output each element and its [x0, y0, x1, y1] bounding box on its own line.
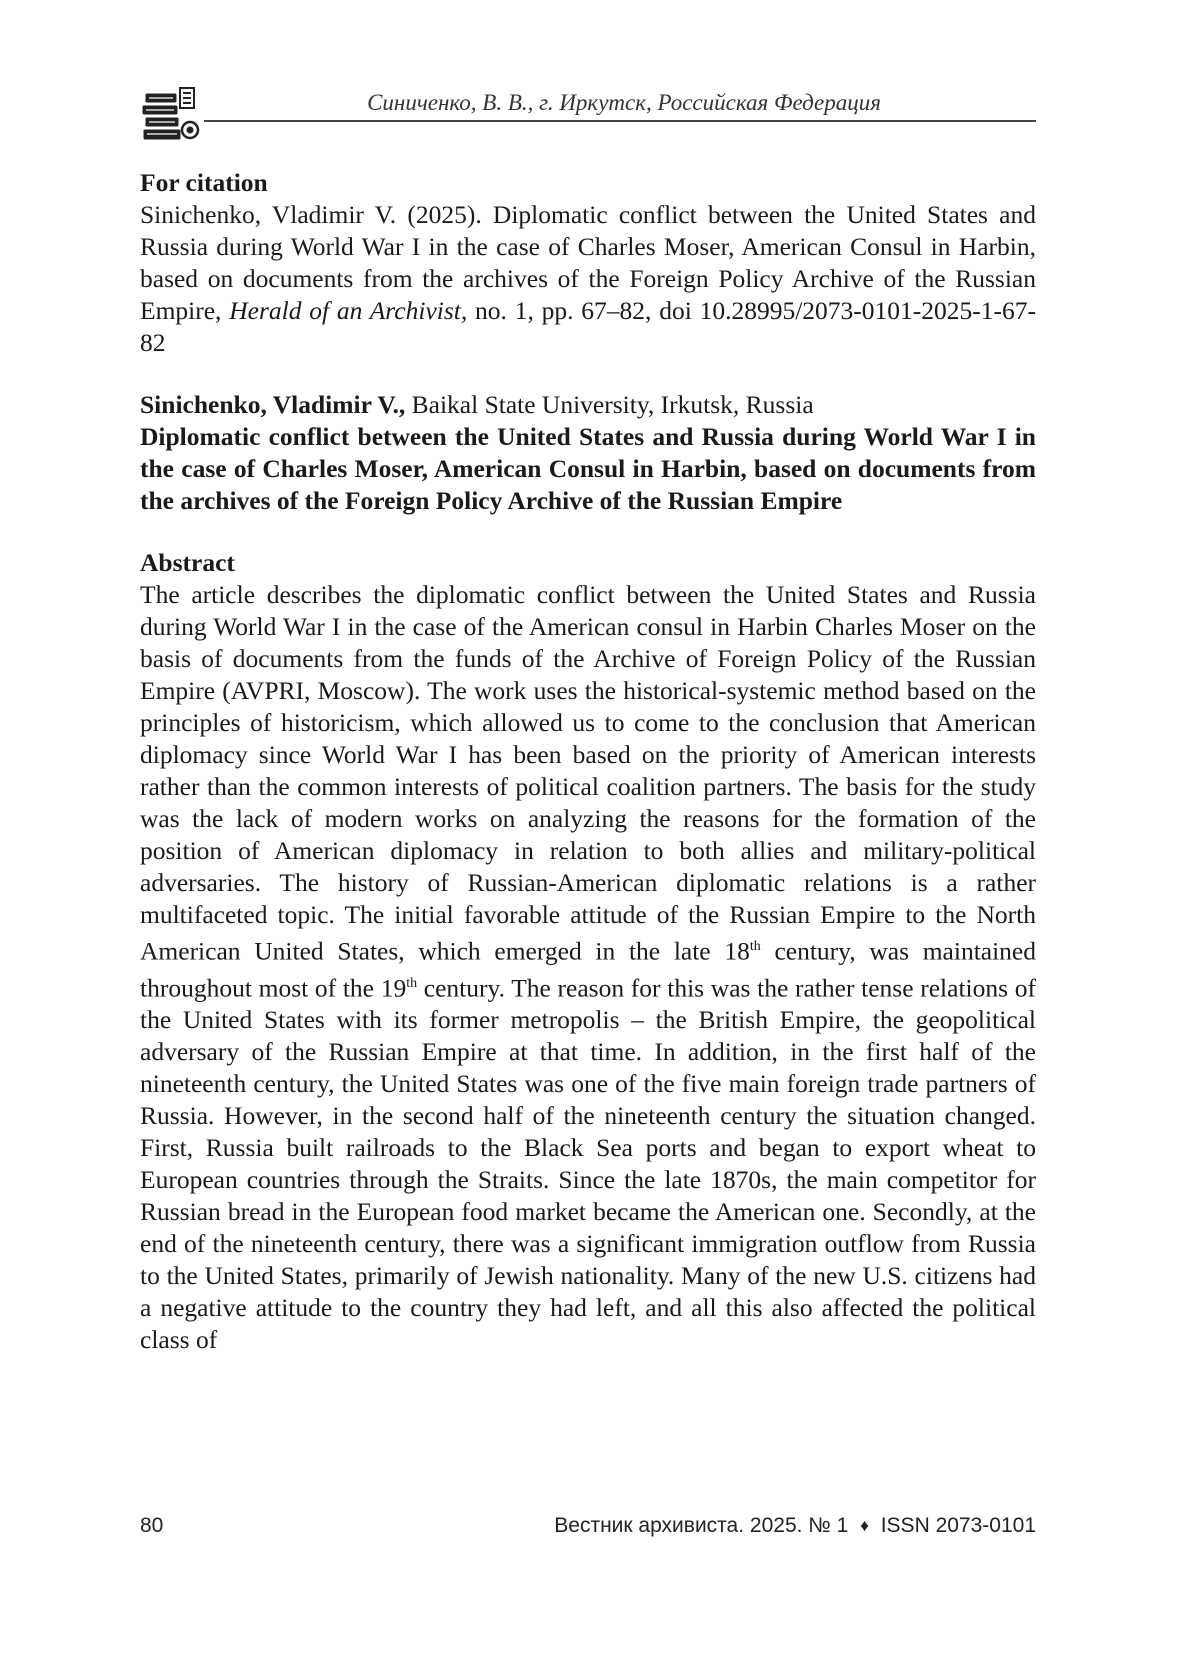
- citation-text-start: Sinichenko, Vladimir V. (2025). Diplomatic conflict between the United States and Russia during World War I in the case of Charles Moser, American Consul in Harbin, based on documents from the archives of the Foreign Policy Archive of the Russian Empire,: [140, 200, 1036, 325]
- header-rule: [204, 120, 1036, 122]
- abstract-part-1: The article describes the diplomatic conflict between the United States and Russia during World War I in the case of the American consul in Harbin Charles Moser on the basis of documents from the funds of the Archive of Foreign Policy of the Russian Empire (AVPRI, Moscow). The work uses the historical-systemic method based on the principles of historicism, which allowed us to come to the conclusion that American diplomacy since World War I has been based on the priority of American interests rather than the common interests of political coalition partners. The basis for the study was the lack of modern works on analyzing the reasons for the formation of the position of American diplomacy in relation to both allies and military-political adversaries. The history of Russian-American diplomatic relations is a rather multifaceted topic. The initial favorable attitude of the Russian Empire to the North American United States, which emerged in the late 18: [140, 580, 1036, 966]
- article-title: Diplomatic conflict between the United States and Russia during World War I in the case of Charles Moser, American Consul in Harbin, based on documents from the archives of the Foreign Policy Archive of the Russian Empire: [140, 422, 1036, 515]
- abstract-text: [140, 579, 1036, 1356]
- archive-logo-icon: [140, 84, 204, 144]
- citation-heading: For citation: [140, 168, 268, 197]
- citation-text-end: no. 1, pp. 67–82, doi 10.28995/2073-0101-2025-1-67-82: [140, 296, 1036, 357]
- abstract-heading: Abstract: [140, 548, 235, 577]
- page-footer: [140, 1514, 1036, 1546]
- journal-footer: [554, 1514, 1036, 1538]
- author-affiliation: Baikal State University, Irkutsk, Russia: [405, 390, 814, 419]
- page-header: [140, 80, 1036, 148]
- abstract-part-2: century, was maintained throughout most of the 19: [140, 936, 1036, 1002]
- abstract-part-3: century. The reason for this was the rather tense relations of the United States with its former metropolis – the British Empire, the geopolitical adversary of the Russian Empire at that time. In addition, in the first half of the nineteenth century, the United States was one of the five main foreign trade partners of Russia. However, in the second half of the nineteenth century the situation changed. First, Russia built railroads to the Black Sea ports and began to export wheat to European countries through the Straits. Since the late 1870s, the main competitor for Russian bread in the European food market became the American one. Secondly, at the end of the nineteenth century, there was a significant immigration outflow from Russia to the United States, primarily of Jewish nationality. Many of the new U.S. citizens had a negative attitude to the country they had left, and all this also affected the political class of: [140, 973, 1036, 1354]
- article-content: [140, 167, 1036, 1356]
- page-number: 80: [140, 1514, 164, 1537]
- diamond-separator-icon: ♦: [860, 1516, 869, 1535]
- running-head: Синиченко, В. В., г. Иркутск, Российская Федерация: [367, 90, 881, 115]
- journal-name: Вестник архивиста. 2025. № 1: [554, 1514, 849, 1537]
- issn: ISSN 2073-0101: [880, 1514, 1036, 1537]
- author-name: Sinichenko, Vladimir V.,: [140, 390, 406, 419]
- citation-text: [140, 199, 1036, 359]
- abstract-sup-2: th: [406, 975, 418, 991]
- citation-journal: Herald of an Archivist,: [229, 296, 468, 325]
- author-line: [140, 389, 1036, 421]
- abstract-sup-1: th: [749, 939, 761, 954]
